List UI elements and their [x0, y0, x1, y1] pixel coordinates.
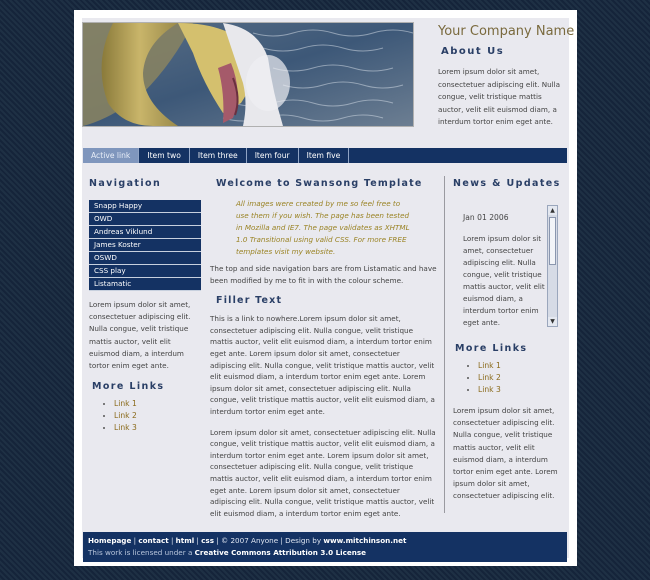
- left-sidebar: [89, 178, 201, 434]
- news-text: Lorem ipsum dolor sit amet, consectetuer adipiscing elit. Nulla congue, velit tristique mattis auctor, velit elit euismod diam, a interdum tortor enim eget ante.: [463, 234, 545, 327]
- left-more-links-heading: More Links: [92, 381, 165, 393]
- page-container: [74, 10, 577, 566]
- footer-link-css[interactable]: css: [201, 536, 214, 545]
- right-link-2[interactable]: Link 2: [478, 373, 501, 382]
- list-item: [478, 372, 559, 384]
- nav-item-two[interactable]: Item two: [139, 148, 190, 163]
- scroll-up-icon[interactable]: ▲: [548, 206, 557, 215]
- sidebar-item-andreas-viklund[interactable]: Andreas Viklund: [89, 226, 201, 239]
- news-scroll-box[interactable]: [453, 205, 557, 327]
- sidebar-item-css-play[interactable]: CSS play: [89, 265, 201, 278]
- list-item: [114, 410, 201, 422]
- right-sidebar-text: Lorem ipsum dolor sit amet, consectetuer adipiscing elit. Nulla congue, velit tristique mattis auctor, velit elit euismod diam, a interdum tortor enim eget ante. Lorem ipsum dolor sit amet, consectetuer adipiscing elit.: [453, 406, 558, 501]
- left-sidebar-text: Lorem ipsum dolor sit amet, consectetuer adipiscing elit. Nulla congue, velit tristique mattis auctor, velit elit euismod diam, a interdum tortor enim eget ante.: [89, 300, 191, 371]
- nav-item-four[interactable]: Item four: [247, 148, 299, 163]
- sidebar-item-oswd[interactable]: OSWD: [89, 252, 201, 265]
- news-updates-heading: News & Updates: [453, 178, 561, 189]
- list-item: [478, 384, 559, 396]
- right-more-links-list: [453, 360, 559, 396]
- sidebar-item-owd[interactable]: OWD: [89, 213, 201, 226]
- about-us-heading: About Us: [441, 46, 505, 57]
- footer-link-designer[interactable]: www.mitchinson.net: [323, 536, 407, 545]
- nav-item-three[interactable]: Item three: [190, 148, 247, 163]
- nav-item-active-link[interactable]: Active link: [83, 148, 139, 163]
- footer-license-link[interactable]: Creative Commons Attribution 3.0 License: [194, 548, 367, 557]
- footer-copyright: © 2007 Anyone: [221, 536, 279, 545]
- left-link-1[interactable]: Link 1: [114, 399, 137, 409]
- footer-line-1: Homepage | contact | html | css | © 2007 Anyone | Design by www.mitchinson.net: [88, 536, 407, 545]
- about-us-text: Lorem ipsum dolor sit amet, consectetuer adipiscing elit. Nulla congue, velit tristique mattis auctor, velit elit euismod diam, a interdum tortor enim eget ante.: [438, 67, 561, 126]
- left-link-3[interactable]: Link 3: [114, 423, 137, 433]
- footer-design-by: Design by: [285, 536, 322, 545]
- filler-paragraph-2: Lorem ipsum dolor sit amet, consectetuer adipiscing elit. Nulla congue, velit tristique mattis auctor, velit elit euismod diam, a interdum tortor enim eget ante. Lorem ipsum dolor sit amet, consectetuer adipiscing elit. Nulla congue, velit tristique mattis auctor, velit elit euismod diam, a interdum tortor enim eget ante. Lorem ipsum dolor sit amet, consectetuer adipiscing elit. Nulla congue, velit tristique mattis auctor, velit elit euismod diam, a interdum tortor enim eget ante.: [210, 427, 436, 518]
- footer-line-2: [88, 548, 366, 557]
- intro-text: The top and side navigation bars are from Listamatic and have been modified by me to fit in with the colour scheme.: [210, 264, 437, 285]
- filler-text-heading: Filler Text: [216, 295, 283, 307]
- left-more-links-list: [89, 398, 201, 434]
- scroll-down-icon[interactable]: ▼: [548, 317, 557, 326]
- company-name: Your Company Name: [438, 24, 575, 39]
- footer-link-contact[interactable]: contact: [138, 536, 169, 545]
- right-link-1[interactable]: Link 1: [478, 361, 501, 370]
- swan-banner-image: [82, 22, 414, 127]
- navigation-heading: Navigation: [89, 178, 162, 189]
- main-content: [210, 178, 438, 519]
- side-navigation: [89, 200, 201, 291]
- sidebar-item-snapp-happy[interactable]: Snapp Happy: [89, 200, 201, 213]
- left-link-2[interactable]: Link 2: [114, 411, 137, 421]
- filler-paragraph-1: This is a link to nowhere.Lorem ipsum dolor sit amet, consectetuer adipiscing elit. Nulla congue, velit tristique mattis auctor, velit elit euismod diam, a interdum tortor enim eget ante. Lorem ipsum dolor sit amet, consectetuer adipiscing elit. Nulla congue, velit tristique mattis auctor, velit elit euismod diam, a interdum tortor enim eget ante. Lorem ipsum dolor sit amet, consectetuer adipiscing elit. Nulla congue, velit tristique mattis auctor, velit elit euismod diam, a interdum tortor enim eget ante.: [210, 314, 435, 416]
- list-item: [478, 360, 559, 372]
- sidebar-item-james-koster[interactable]: James Koster: [89, 239, 201, 252]
- news-content: [463, 213, 545, 327]
- right-sidebar: [453, 178, 559, 503]
- news-scrollbar[interactable]: [547, 205, 558, 327]
- sidebar-item-listamatic[interactable]: Listamatic: [89, 278, 201, 291]
- footer-link-homepage[interactable]: Homepage: [88, 536, 132, 545]
- list-item: [114, 398, 201, 410]
- page-inner: [82, 18, 575, 558]
- right-link-3[interactable]: Link 3: [478, 385, 501, 394]
- footer: [83, 532, 567, 562]
- top-navigation: [83, 148, 567, 163]
- footer-license-text: This work is licensed under a: [88, 548, 193, 557]
- news-date: Jan 01 2006: [463, 213, 509, 222]
- welcome-heading: Welcome to Swansong Template: [216, 178, 423, 189]
- column-divider: [444, 176, 445, 513]
- scroll-thumb[interactable]: [549, 217, 556, 265]
- list-item: [114, 422, 201, 434]
- footer-link-html[interactable]: html: [175, 536, 195, 545]
- right-more-links-heading: More Links: [455, 343, 528, 354]
- nav-item-five[interactable]: Item five: [299, 148, 350, 163]
- intro-italic-text: All images were created by me so feel free to use them if you wish. The page has been tested in Mozilla and IE7. The page validates as XHTML 1.0 Transitional using valid CSS. For more FREE templates visit my website.: [236, 199, 410, 256]
